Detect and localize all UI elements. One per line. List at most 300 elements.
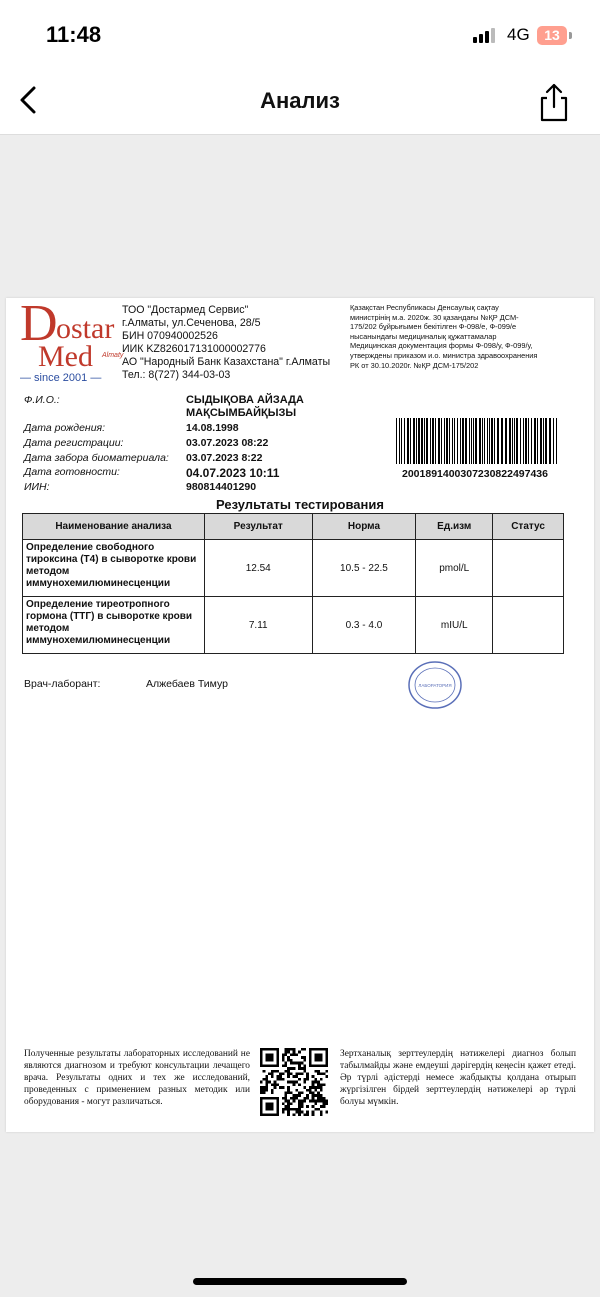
qr-module	[260, 1089, 263, 1092]
qr-module	[265, 1059, 268, 1062]
qr-module	[298, 1064, 301, 1067]
logo-ostar: ostar	[56, 312, 115, 345]
qr-module	[287, 1081, 290, 1084]
analysis-result: 7.11	[204, 597, 312, 654]
qr-module	[293, 1113, 296, 1116]
qr-module	[274, 1083, 277, 1086]
barcode-bar	[418, 418, 420, 464]
qr-module	[260, 1097, 263, 1100]
qr-module	[271, 1097, 274, 1100]
qr-module	[284, 1108, 287, 1111]
qr-module	[325, 1056, 328, 1059]
qr-module	[304, 1078, 307, 1081]
barcode-bar	[516, 418, 518, 464]
qr-module	[271, 1056, 274, 1059]
qr-module	[301, 1092, 304, 1095]
barcode-bar	[505, 418, 507, 464]
qr-module	[287, 1075, 290, 1078]
qr-module	[268, 1108, 271, 1111]
barcode-bar	[404, 418, 405, 464]
qr-module	[263, 1086, 266, 1089]
ministry-line: нысанындағы медициналық құжаттамалар	[350, 331, 497, 341]
logo-almaty: Almaty	[102, 352, 124, 359]
qr-module	[279, 1078, 282, 1081]
qr-module	[282, 1072, 285, 1075]
qr-module	[295, 1053, 298, 1056]
barcode-bar	[520, 418, 521, 464]
qr-module	[284, 1100, 287, 1103]
qr-module	[260, 1092, 263, 1095]
qr-module	[312, 1092, 315, 1095]
qr-module	[263, 1092, 266, 1095]
dostarmed-logo	[20, 295, 128, 386]
ministry-line: Медицинская документация формы Ф-098/у, Ф-099/у,	[350, 341, 533, 351]
barcode-bar	[416, 418, 417, 464]
qr-module	[274, 1070, 277, 1073]
qr-module	[306, 1078, 309, 1081]
barcode-bar	[484, 418, 485, 464]
barcode-bar	[543, 418, 544, 464]
qr-module	[312, 1064, 315, 1067]
qr-module	[295, 1097, 298, 1100]
qr-module	[320, 1059, 323, 1062]
qr-module	[268, 1081, 271, 1084]
qr-module	[279, 1072, 282, 1075]
ministry-line: министрінің м.а. 2020ж. 30 қазандағы №ҚР ДСМ-	[350, 312, 519, 322]
barcode-bar	[407, 418, 409, 464]
field-label: Ф.И.О.:	[24, 394, 60, 406]
qr-module	[317, 1072, 320, 1075]
qr-module	[317, 1053, 320, 1056]
qr-module	[276, 1108, 279, 1111]
qr-module	[276, 1062, 279, 1065]
qr-module	[295, 1108, 298, 1111]
qr-module	[309, 1048, 312, 1051]
qr-module	[260, 1059, 263, 1062]
qr-module	[282, 1064, 285, 1067]
qr-module	[304, 1048, 307, 1051]
analysis-norm: 10.5 - 22.5	[312, 540, 416, 597]
qr-module	[282, 1108, 285, 1111]
field-label: ИИН:	[24, 481, 50, 493]
qr-module	[260, 1081, 263, 1084]
qr-module	[309, 1051, 312, 1054]
qr-module	[323, 1097, 326, 1100]
lab-stamp	[407, 660, 463, 710]
qr-module	[290, 1081, 293, 1084]
share-icon[interactable]	[536, 80, 572, 124]
barcode-bar	[482, 418, 483, 464]
qr-module	[268, 1059, 271, 1062]
barcode-bar	[452, 418, 453, 464]
qr-module	[325, 1051, 328, 1054]
qr-module	[265, 1089, 268, 1092]
qr-module	[276, 1105, 279, 1108]
qr-module	[260, 1108, 263, 1111]
qr-module	[312, 1097, 315, 1100]
qr-module	[293, 1062, 296, 1065]
qr-module	[293, 1051, 296, 1054]
qr-module	[301, 1111, 304, 1114]
qr-module	[284, 1094, 287, 1097]
qr-module	[314, 1064, 317, 1067]
qr-module	[298, 1105, 301, 1108]
qr-module	[309, 1062, 312, 1065]
qr-module	[268, 1048, 271, 1051]
qr-module	[295, 1094, 298, 1097]
qr-module	[271, 1070, 274, 1073]
qr-module	[265, 1075, 268, 1078]
qr-module	[290, 1108, 293, 1111]
qr-module	[287, 1067, 290, 1070]
qr-module	[314, 1053, 317, 1056]
qr-module	[263, 1070, 266, 1073]
barcode-bar	[435, 418, 436, 464]
qr-module	[287, 1056, 290, 1059]
doctor-name: Алжебаев Тимур	[146, 678, 228, 690]
qr-module	[287, 1086, 290, 1089]
qr-module	[304, 1113, 307, 1116]
ministry-line: 175/202 бұйрығымен бекітілген Ф-098/е, Ф-099/е	[350, 322, 517, 332]
qr-module	[265, 1086, 268, 1089]
logo-since: — since 2001 —	[20, 372, 102, 384]
qr-module	[271, 1072, 274, 1075]
barcode-bar	[396, 418, 397, 464]
battery-icon: 13	[537, 26, 567, 45]
analysis-unit: pmol/L	[416, 540, 493, 597]
qr-module	[314, 1056, 317, 1059]
logo-med: Med	[38, 340, 93, 373]
barcode-bar	[421, 418, 423, 464]
ministry-line: Қазақстан Республикасы Денсаулық сақтау	[350, 303, 499, 312]
qr-module	[295, 1062, 298, 1065]
barcode-bar	[432, 418, 434, 464]
company-line: Тел.: 8(727) 344-03-03	[122, 369, 231, 381]
qr-module	[312, 1100, 315, 1103]
qr-module	[274, 1064, 277, 1067]
qr-module	[265, 1048, 268, 1051]
qr-module	[320, 1048, 323, 1051]
qr-module	[268, 1072, 271, 1075]
qr-module	[265, 1056, 268, 1059]
qr-module	[260, 1048, 263, 1051]
analysis-status	[493, 597, 564, 654]
qr-module	[293, 1100, 296, 1103]
qr-module	[284, 1105, 287, 1108]
table-row	[23, 597, 564, 654]
patient-name: СЫДЫҚОВА АЙЗАДА	[186, 394, 304, 406]
barcode-bar	[413, 418, 415, 464]
qr-module	[314, 1078, 317, 1081]
qr-module	[306, 1105, 309, 1108]
company-info	[122, 304, 330, 382]
barcode-bar	[430, 418, 431, 464]
qr-module	[323, 1100, 326, 1103]
barcode-bar	[479, 418, 481, 464]
field-value: 04.07.2023 10:11	[186, 466, 280, 480]
qr-module	[260, 1053, 263, 1056]
qr-module	[290, 1097, 293, 1100]
qr-module	[314, 1089, 317, 1092]
qr-module	[265, 1064, 268, 1067]
qr-module	[314, 1081, 317, 1084]
qr-module	[317, 1081, 320, 1084]
field-value: 14.08.1998	[186, 422, 239, 434]
qr-module	[325, 1062, 328, 1065]
qr-module	[298, 1083, 301, 1086]
qr-module	[276, 1048, 279, 1051]
qr-module	[276, 1102, 279, 1105]
patient-name-line2: МАҚСЫМБАЙҚЫЗЫ	[186, 407, 297, 419]
qr-module	[287, 1072, 290, 1075]
qr-module	[306, 1089, 309, 1092]
qr-module	[301, 1056, 304, 1059]
analysis-name: Определение тиреотропного гормона (ТТГ) в сыворотке крови методом иммунохемилюминесценции	[23, 597, 205, 654]
qr-module	[312, 1048, 315, 1051]
barcode-bar	[487, 418, 488, 464]
qr-module	[271, 1064, 274, 1067]
qr-module	[263, 1113, 266, 1116]
disclaimer-kz: Зертханалық зерттеулердің нәтижелері диагноз болып табылмайды және емдеуші дәрігердің кеңесін қажет етеді. Әр түрлі әдістерді немесе жабдықты қолдана отырып жүргізілген бірдей зерттеулердің нәтижелері әр түрлі болуы мүмкін.	[340, 1049, 576, 1107]
qr-module	[263, 1078, 266, 1081]
qr-module	[298, 1051, 301, 1054]
qr-module	[263, 1089, 266, 1092]
table-row	[23, 540, 564, 597]
qr-module	[268, 1105, 271, 1108]
qr-module	[320, 1056, 323, 1059]
qr-module	[320, 1053, 323, 1056]
ministry-line: утверждены приказом и.о. министра здравоохранения	[350, 350, 538, 360]
qr-module	[293, 1053, 296, 1056]
qr-module	[276, 1075, 279, 1078]
qr-module	[276, 1059, 279, 1062]
qr-module	[320, 1113, 323, 1116]
field-label: Дата рождения:	[24, 422, 106, 434]
barcode-bar	[444, 418, 445, 464]
qr-module	[320, 1064, 323, 1067]
qr-module	[314, 1108, 317, 1111]
qr-module	[306, 1075, 309, 1078]
qr-module	[265, 1105, 268, 1108]
qr-module	[320, 1097, 323, 1100]
qr-module	[320, 1089, 323, 1092]
qr-module	[279, 1086, 282, 1089]
qr-module	[304, 1097, 307, 1100]
field-value: 03.07.2023 8:22	[186, 452, 263, 464]
qr-module	[314, 1100, 317, 1103]
qr-module	[282, 1078, 285, 1081]
qr-module	[276, 1078, 279, 1081]
qr-module	[265, 1113, 268, 1116]
qr-module	[265, 1097, 268, 1100]
qr-module	[298, 1072, 301, 1075]
qr-module	[276, 1083, 279, 1086]
qr-module	[290, 1059, 293, 1062]
barcode-bar	[401, 418, 402, 464]
qr-module	[268, 1113, 271, 1116]
qr-module	[306, 1111, 309, 1114]
qr-module	[314, 1070, 317, 1073]
qr-module	[290, 1062, 293, 1065]
qr-module	[309, 1059, 312, 1062]
barcode-bar	[449, 418, 450, 464]
qr-module	[298, 1094, 301, 1097]
barcode-bar	[465, 418, 467, 464]
barcode-bar	[528, 418, 529, 464]
qr-module	[290, 1067, 293, 1070]
qr-module	[271, 1083, 274, 1086]
barcode-bar	[545, 418, 547, 464]
qr-module	[260, 1051, 263, 1054]
qr-module	[320, 1111, 323, 1114]
qr-module	[314, 1086, 317, 1089]
qr-module	[301, 1105, 304, 1108]
qr-module	[317, 1064, 320, 1067]
qr-module	[287, 1108, 290, 1111]
qr-module	[276, 1113, 279, 1116]
qr-module	[323, 1102, 326, 1105]
qr-module	[287, 1048, 290, 1051]
qr-module	[317, 1094, 320, 1097]
qr-module	[312, 1094, 315, 1097]
analysis-name: Определение свободного тироксина (Т4) в сыворотке крови методом иммунохемилюминесценции	[23, 540, 205, 597]
network-type: 4G	[507, 25, 530, 44]
qr-module	[312, 1113, 315, 1116]
analysis-status	[493, 540, 564, 597]
qr-module	[265, 1078, 268, 1081]
qr-module	[268, 1102, 271, 1105]
qr-module	[274, 1113, 277, 1116]
qr-module	[265, 1083, 268, 1086]
qr-module	[317, 1059, 320, 1062]
qr-module	[282, 1111, 285, 1114]
qr-module	[325, 1100, 328, 1103]
barcode-bar	[441, 418, 442, 464]
barcode-bar	[514, 418, 515, 464]
qr-module	[263, 1064, 266, 1067]
results-title: Результаты тестирования	[216, 497, 384, 512]
qr-module	[271, 1075, 274, 1078]
qr-module	[325, 1070, 328, 1073]
barcode-bar	[462, 418, 464, 464]
barcode	[396, 418, 560, 464]
navigation-bar	[0, 70, 600, 135]
field-label: Дата регистрации:	[24, 437, 124, 449]
qr-module	[304, 1081, 307, 1084]
barcode-bar	[509, 418, 511, 464]
barcode-bar	[531, 418, 532, 464]
qr-module	[298, 1078, 301, 1081]
qr-module	[309, 1056, 312, 1059]
qr-module	[274, 1081, 277, 1084]
qr-module	[301, 1048, 304, 1051]
qr-module	[271, 1089, 274, 1092]
qr-module	[284, 1062, 287, 1065]
qr-module	[325, 1111, 328, 1114]
battery-cap	[569, 32, 572, 39]
qr-module	[323, 1105, 326, 1108]
qr-module	[287, 1111, 290, 1114]
qr-module	[309, 1064, 312, 1067]
qr-module	[304, 1059, 307, 1062]
qr-module	[260, 1064, 263, 1067]
column-header: Ед.изм	[416, 514, 493, 540]
qr-module	[295, 1089, 298, 1092]
qr-module	[301, 1062, 304, 1065]
qr-module	[293, 1083, 296, 1086]
qr-module	[306, 1094, 309, 1097]
company-line: ИИК KZ826017131000002776	[122, 343, 266, 355]
qr-module	[287, 1113, 290, 1116]
qr-module	[282, 1059, 285, 1062]
qr-module	[290, 1102, 293, 1105]
qr-module	[314, 1048, 317, 1051]
page-title: Анализ	[260, 88, 340, 113]
analysis-result: 12.54	[204, 540, 312, 597]
qr-module	[304, 1056, 307, 1059]
qr-module	[323, 1083, 326, 1086]
qr-module	[323, 1048, 326, 1051]
qr-module	[260, 1111, 263, 1114]
qr-module	[317, 1086, 320, 1089]
qr-module	[287, 1089, 290, 1092]
qr-module	[284, 1051, 287, 1054]
qr-module	[276, 1100, 279, 1103]
qr-module	[317, 1083, 320, 1086]
qr-module	[293, 1048, 296, 1051]
field-label: Дата забора биоматериала:	[24, 452, 169, 464]
analysis-unit: mIU/L	[416, 597, 493, 654]
qr-module	[312, 1075, 315, 1078]
qr-module	[282, 1097, 285, 1100]
qr-module	[309, 1092, 312, 1095]
qr-module	[260, 1113, 263, 1116]
qr-module	[306, 1097, 309, 1100]
qr-module	[325, 1048, 328, 1051]
qr-module	[293, 1108, 296, 1111]
barcode-bar	[489, 418, 490, 464]
qr-module	[309, 1086, 312, 1089]
qr-module	[287, 1102, 290, 1105]
barcode-bar	[469, 418, 470, 464]
qr-module	[276, 1097, 279, 1100]
barcode-bar	[475, 418, 477, 464]
qr-module	[301, 1102, 304, 1105]
qr-module	[276, 1053, 279, 1056]
signal-icon	[473, 28, 495, 43]
barcode-bar	[556, 418, 557, 464]
qr-module	[323, 1072, 326, 1075]
qr-module	[301, 1072, 304, 1075]
table-header-row	[23, 514, 564, 540]
qr-module	[298, 1111, 301, 1114]
barcode-bar	[473, 418, 474, 464]
qr-module	[282, 1102, 285, 1105]
qr-module	[274, 1048, 277, 1051]
barcode-bar	[399, 418, 400, 464]
column-header: Норма	[312, 514, 416, 540]
logo-letter-d: D	[20, 295, 58, 352]
qr-module	[295, 1075, 298, 1078]
qr-module	[317, 1100, 320, 1103]
results-table	[22, 513, 564, 654]
qr-module	[325, 1075, 328, 1078]
qr-module	[317, 1070, 320, 1073]
qr-module	[298, 1100, 301, 1103]
qr-module	[274, 1097, 277, 1100]
qr-module	[320, 1083, 323, 1086]
stamp-text: ЛАБОРАТОРИЯ	[418, 683, 452, 688]
